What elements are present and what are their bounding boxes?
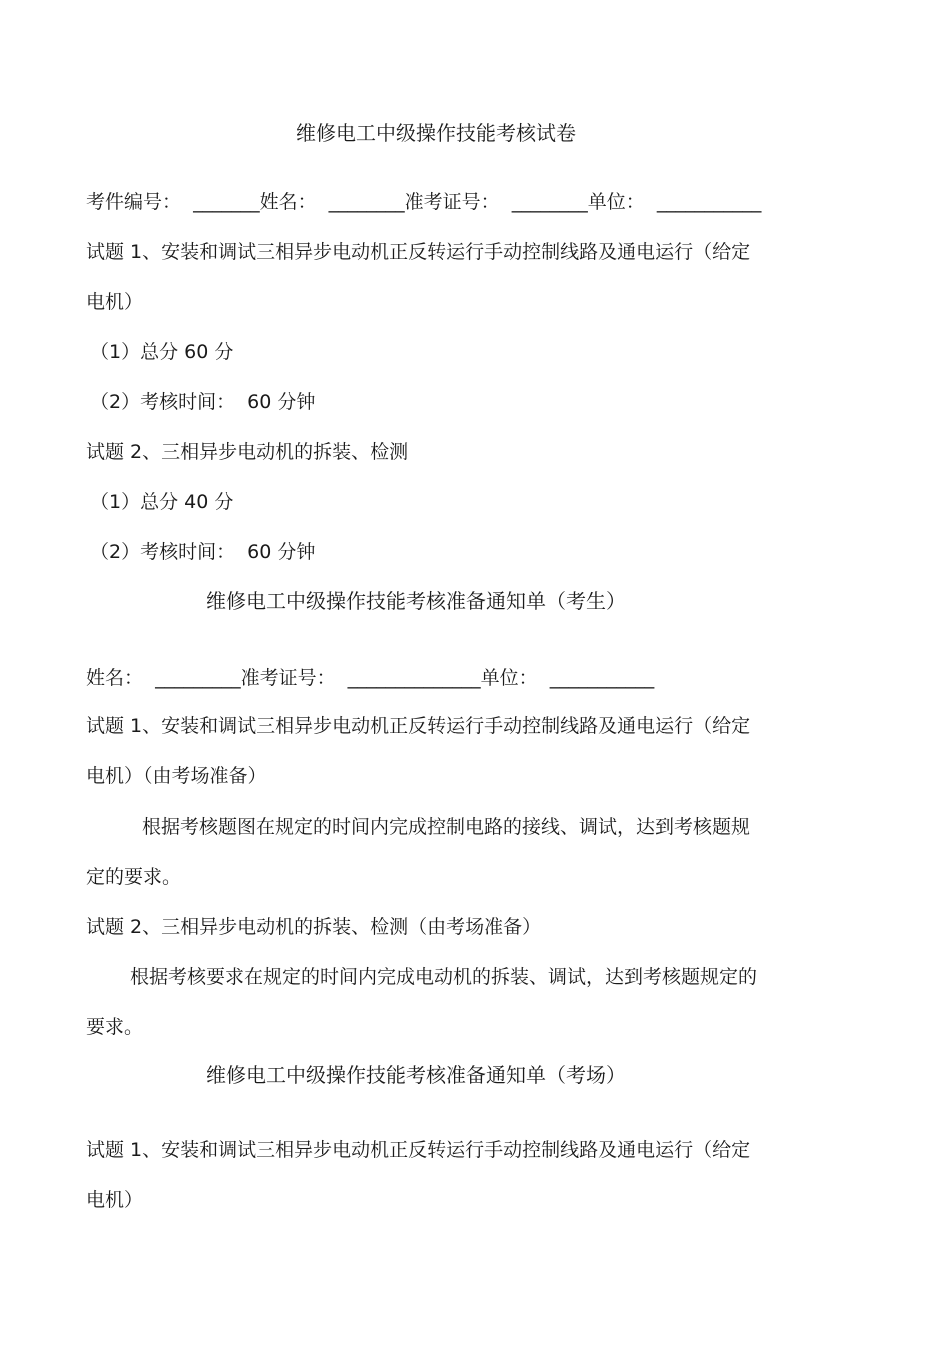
candidate-item-1-desc-1: 根据考核题图在规定的时间内完成控制电路的接线、调试，达到考核题规 xyxy=(142,816,751,838)
exam-item-2-time: （2）考核时间： 60 分钟 xyxy=(90,541,316,563)
venue-item-1-line-2: 电机） xyxy=(86,1189,144,1211)
exam-item-2-score: （1）总分 40 分 xyxy=(90,491,234,513)
candidate-item-2-line-1: 试题 2、三相异步电动机的拆装、检测（由考场准备） xyxy=(86,916,542,938)
candidate-item-2-desc-1: 根据考核要求在规定的时间内完成电动机的拆装、调试，达到考核题规定的 xyxy=(130,966,758,988)
venue-item-1-line-1: 试题 1、安装和调试三相异步电动机正反转运行手动控制线路及通电运行（给定 xyxy=(86,1139,751,1161)
candidate-fields: 姓名： _________准考证号： ______________单位： ___________ xyxy=(86,667,655,689)
exam-item-1-line-2: 电机） xyxy=(86,291,144,313)
candidate-item-1-desc-2: 定的要求。 xyxy=(86,866,182,888)
exam-item-1-score: （1）总分 60 分 xyxy=(90,341,234,363)
exam-item-2-line-1: 试题 2、三相异步电动机的拆装、检测 xyxy=(86,441,409,463)
exam-title: 维修电工中级操作技能考核试卷 xyxy=(296,121,576,145)
exam-item-1-line-1: 试题 1、安装和调试三相异步电动机正反转运行手动控制线路及通电运行（给定 xyxy=(86,241,751,263)
header-fields: 考件编号： _______姓名： ________准考证号： ________单位： ___________ xyxy=(86,191,762,213)
candidate-item-2-desc-2: 要求。 xyxy=(86,1016,144,1038)
candidate-item-1-line-2: 电机）（由考场准备） xyxy=(86,765,267,787)
exam-item-1-time: （2）考核时间： 60 分钟 xyxy=(90,391,316,413)
venue-notice-title: 维修电工中级操作技能考核准备通知单（考场） xyxy=(206,1063,626,1087)
candidate-item-1-line-1: 试题 1、安装和调试三相异步电动机正反转运行手动控制线路及通电运行（给定 xyxy=(86,715,751,737)
candidate-notice-title: 维修电工中级操作技能考核准备通知单（考生） xyxy=(206,589,626,613)
